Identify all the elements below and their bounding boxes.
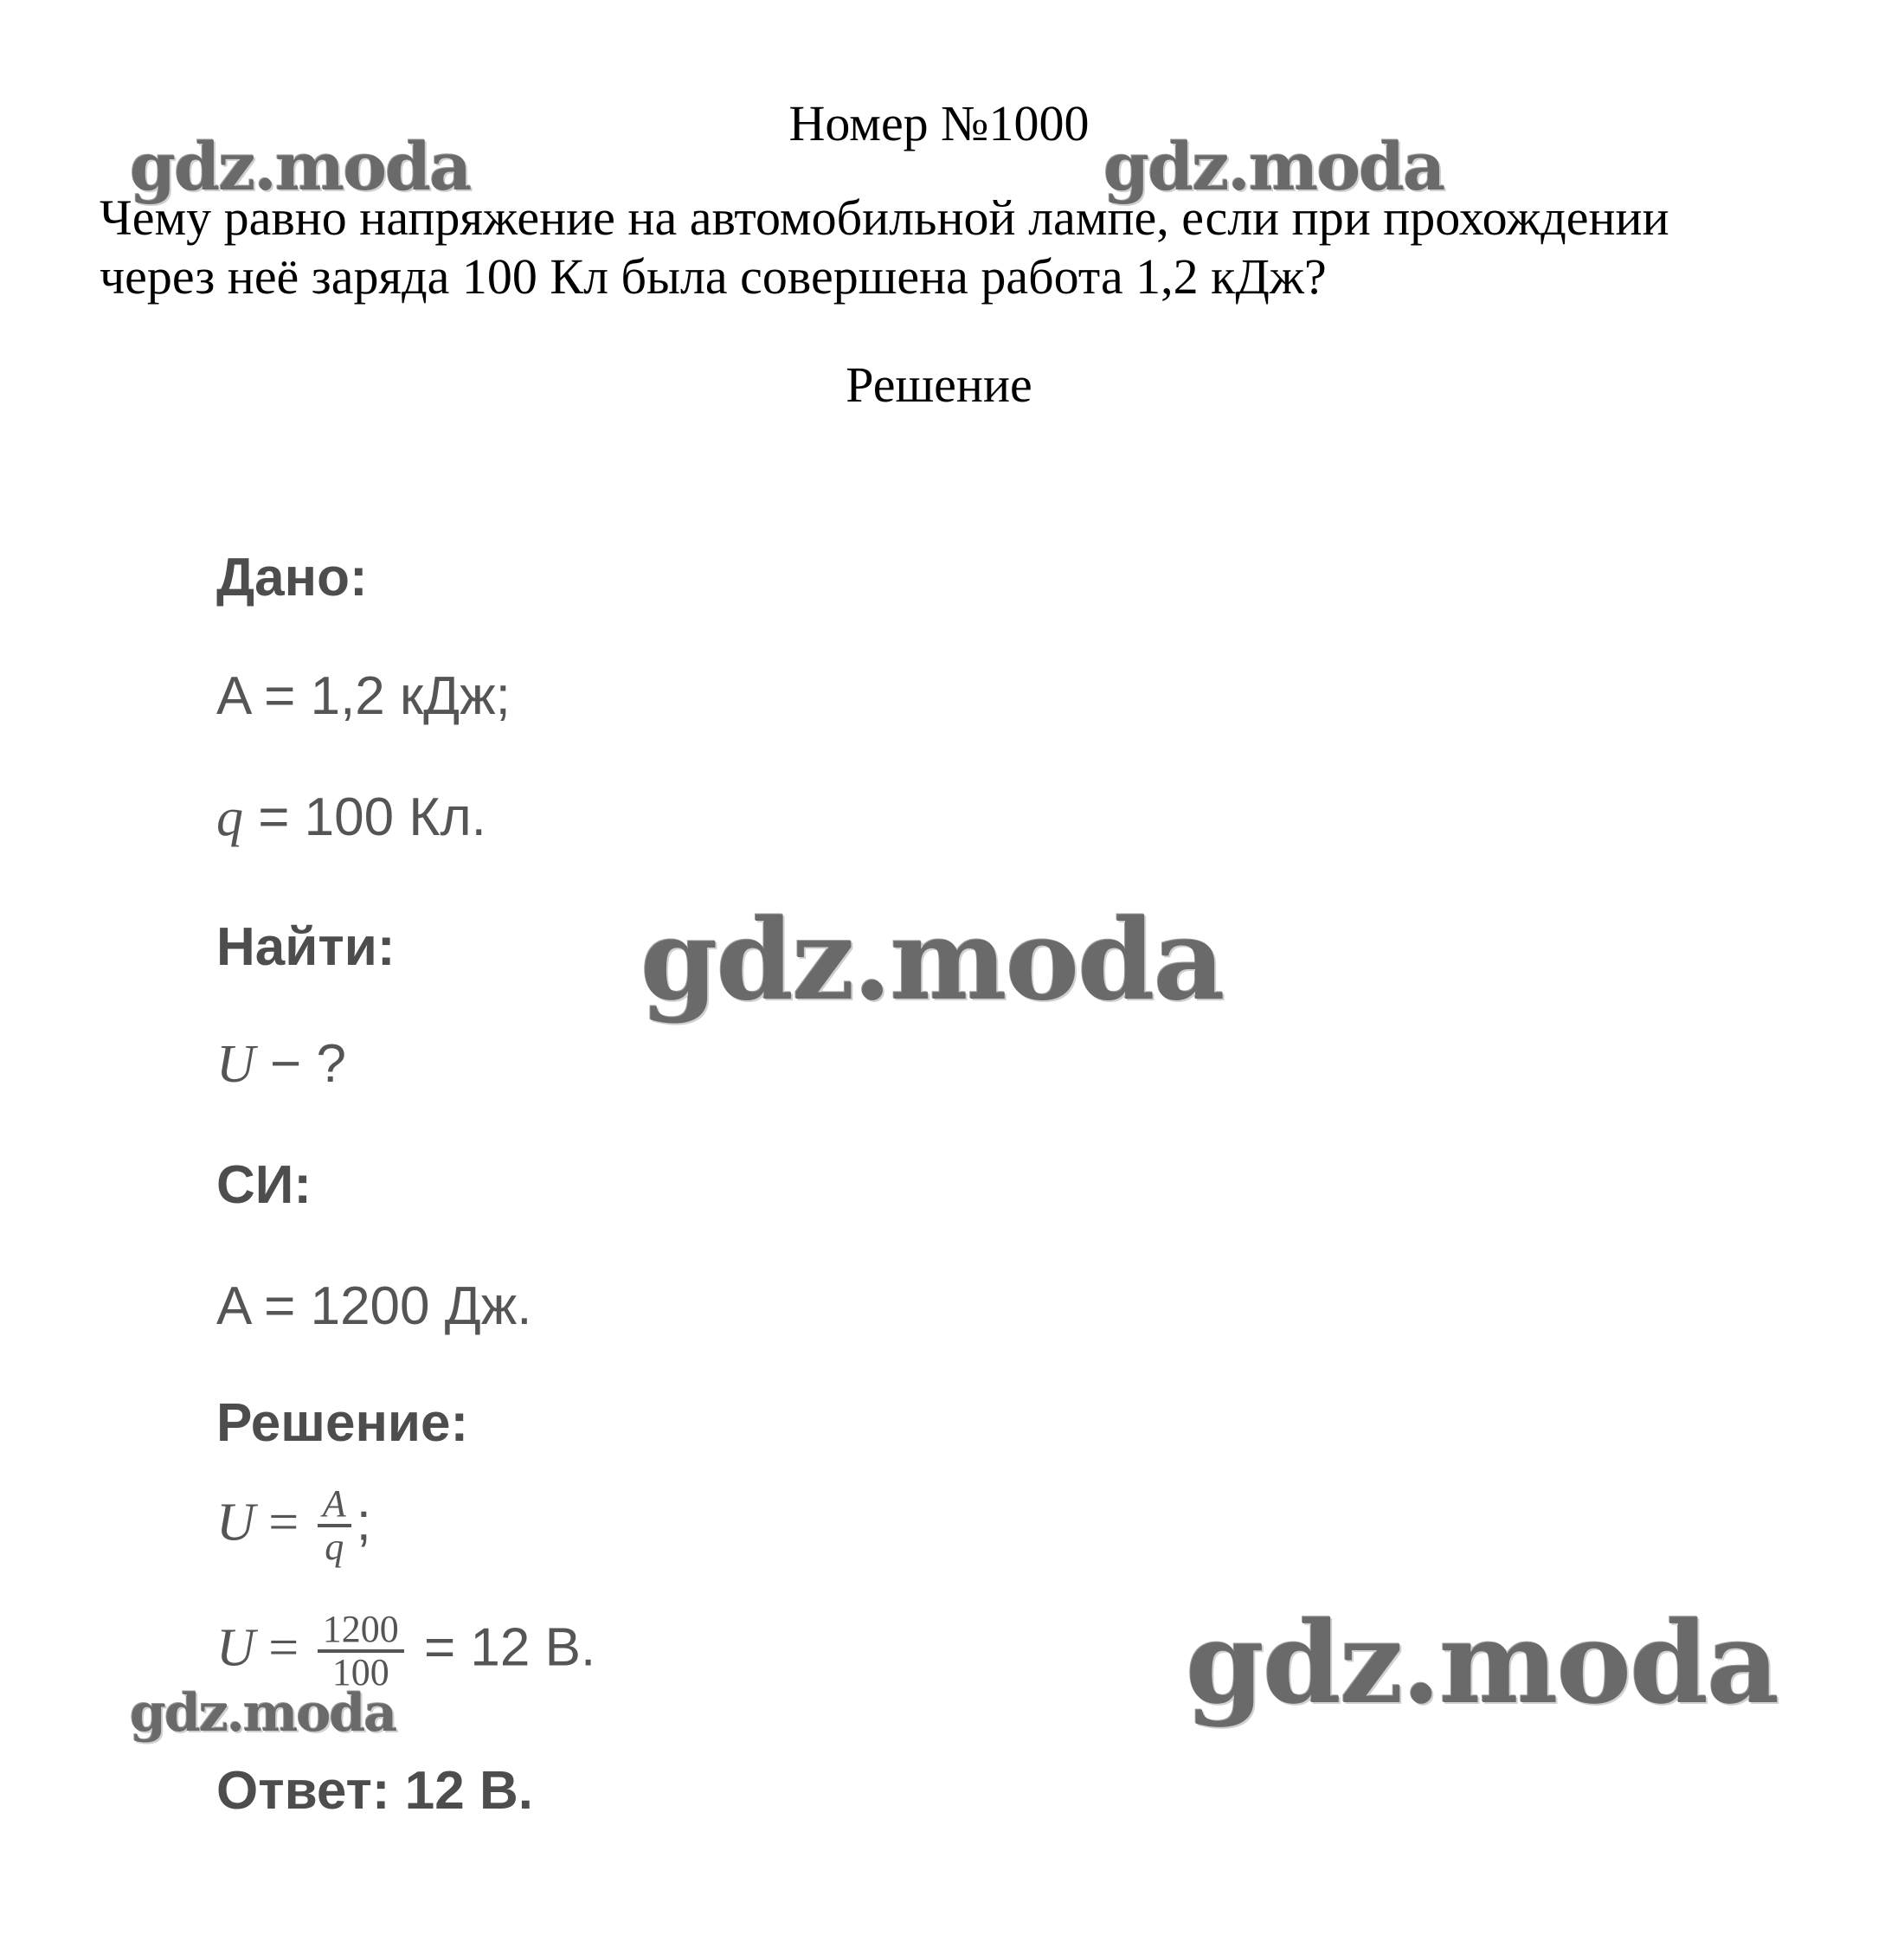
formula-equals: = — [254, 1493, 312, 1552]
calc-equals: = — [254, 1618, 312, 1678]
calc-lhs: U — [216, 1618, 255, 1678]
calc-result: = 12 В. — [408, 1617, 596, 1678]
solution-label: Решение: — [216, 1393, 469, 1453]
answer: Ответ: 12 В. — [216, 1761, 533, 1821]
charge-variable: q — [216, 788, 243, 847]
find-question: − ? — [254, 1034, 346, 1094]
formula-lhs: U — [216, 1493, 255, 1552]
formula-fraction — [318, 1484, 351, 1567]
problem-line: Чему равно напряжение на автомобильной лампе, если при прохождении — [100, 190, 1669, 246]
watermark: gdz.moda — [640, 896, 1224, 1025]
watermark: gdz.moda — [1186, 1597, 1778, 1729]
charge-value: = 100 Кл. — [243, 787, 486, 847]
si-work: A = 1200 Дж. — [216, 1276, 532, 1336]
find-label: Найти: — [216, 917, 396, 977]
formula-denominator: q — [325, 1526, 344, 1569]
voltage-variable: U — [216, 1035, 255, 1094]
find-voltage — [216, 1030, 346, 1099]
given-charge — [216, 783, 486, 852]
section-title: Решение — [846, 357, 1032, 413]
problem-statement — [100, 189, 1830, 306]
formula — [216, 1484, 371, 1567]
formula-numerator: A — [318, 1484, 351, 1527]
calc-fraction — [318, 1610, 404, 1693]
watermark: gdz.moda — [130, 1683, 396, 1744]
calc-denominator: 100 — [331, 1651, 389, 1694]
watermark: gdz.moda — [1103, 128, 1444, 205]
calc-numerator: 1200 — [318, 1610, 404, 1653]
given-label: Дано: — [216, 548, 368, 607]
problem-line: через неё заряда 100 Кл была совершена работа 1,2 кДж? — [100, 248, 1327, 305]
calculation — [216, 1610, 595, 1693]
formula-end: ; — [356, 1492, 371, 1552]
page-title: Номер №1000 — [788, 95, 1090, 151]
watermark: gdz.moda — [130, 128, 471, 205]
given-work: A = 1,2 кДж; — [216, 666, 511, 726]
si-label: СИ: — [216, 1155, 312, 1215]
